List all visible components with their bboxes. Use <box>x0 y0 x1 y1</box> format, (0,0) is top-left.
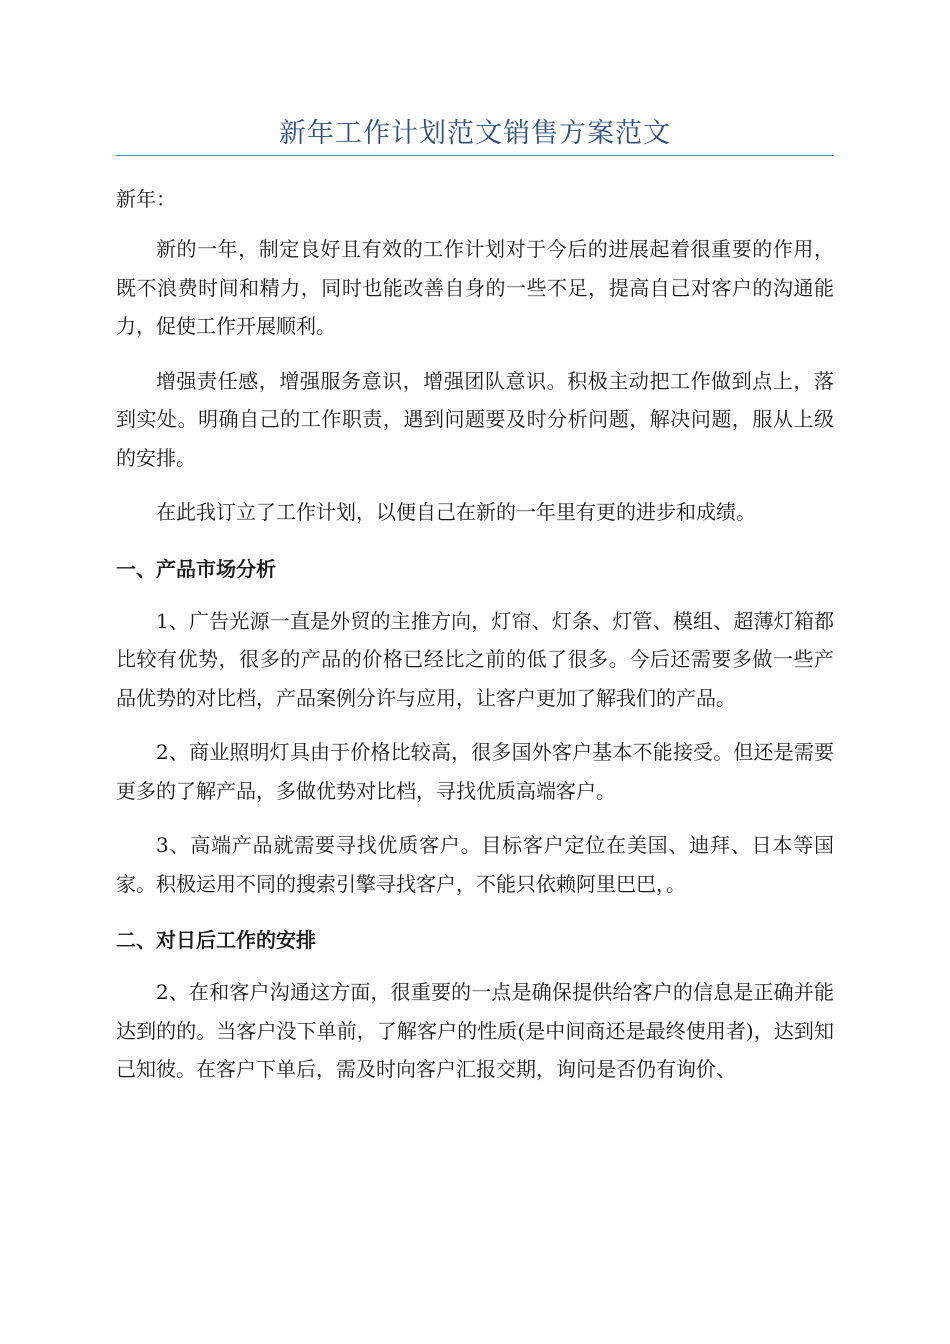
document-title: 新年工作计划范文销售方案范文 <box>279 118 671 149</box>
intro-paragraph: 新的一年，制定良好且有效的工作计划对于今后的进展起着很重要的作用，既不浪费时间和精力，同时也能改善自身的一些不足，提高自己对客户的沟通能力，促使工作开展顺利。 <box>116 237 834 338</box>
section-paragraph: 2、商业照明灯具由于价格比较高，很多国外客户基本不能接受。但还是需要更多的了解产品，多做优势对比档，寻找优质高端客户。 <box>116 740 834 803</box>
section-paragraph: 2、在和客户沟通这方面，很重要的一点是确保提供给客户的信息是正确并能达到的的。当客户没下单前，了解客户的性质(是中间商还是最终使用者)，达到知己知彼。在客户下单后，需及时向客户汇报交期，询问是否仍有询价、 <box>116 980 834 1081</box>
intro-paragraph: 在此我订立了工作计划，以便自己在新的一年里有更的进步和成绩。 <box>156 500 756 524</box>
title-underline <box>116 155 834 156</box>
document-page <box>116 0 834 1089</box>
section-paragraph: 1、广告光源一直是外贸的主推方向，灯帘、灯条、灯管、模组、超薄灯箱都比较有优势，很多的产品的价格已经比之前的低了很多。今后还需要多做一些产品优势的对比档，产品案例分许与应用，让客户更加了解我们的产品。 <box>116 608 834 710</box>
intro-paragraph: 增强责任感，增强服务意识，增强团队意识。积极主动把工作做到点上，落到实处。明确自己的工作职责，遇到问题要及时分析问题，解决问题，服从上级的安排。 <box>116 368 834 470</box>
section-heading: 一、产品市场分析 <box>116 556 276 581</box>
section-heading: 二、对日后工作的安排 <box>116 928 316 952</box>
greeting-line: 新年： <box>116 187 176 211</box>
section-paragraph: 3、高端产品就需要寻找优质客户。目标客户定位在美国、迪拜、日本等国家。积极运用不同的搜索引擎寻找客户，不能只依赖阿里巴巴，。 <box>116 833 834 896</box>
